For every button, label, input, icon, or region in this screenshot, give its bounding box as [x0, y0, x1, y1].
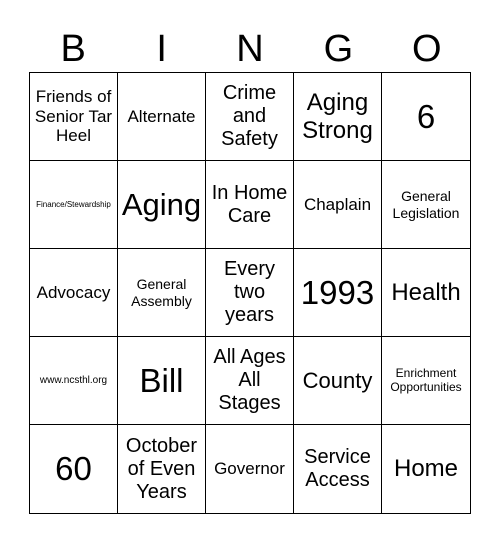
- bingo-cell[interactable]: Health: [382, 249, 470, 337]
- header-letter-i: I: [156, 28, 167, 70]
- bingo-cell[interactable]: Aging Strong: [294, 73, 382, 161]
- bingo-cell[interactable]: Aging: [118, 161, 206, 249]
- header-letter-g: G: [323, 28, 354, 70]
- bingo-cell[interactable]: 6: [382, 73, 470, 161]
- bingo-board: [29, 72, 471, 514]
- bingo-header: [29, 26, 471, 72]
- bingo-cell[interactable]: Enrichment Opportunities: [382, 337, 470, 425]
- bingo-cell[interactable]: Finance/Stewardship: [30, 161, 118, 249]
- bingo-cell[interactable]: 1993: [294, 249, 382, 337]
- bingo-cell[interactable]: Chaplain: [294, 161, 382, 249]
- bingo-cell[interactable]: Friends of Senior Tar Heel: [30, 73, 118, 161]
- bingo-cell[interactable]: Alternate: [118, 73, 206, 161]
- bingo-cell[interactable]: General Legislation: [382, 161, 470, 249]
- header-letter-o: O: [412, 28, 442, 70]
- header-letter-b: B: [60, 28, 86, 70]
- header-letter-n: N: [236, 28, 264, 70]
- bingo-cell[interactable]: All Ages All Stages: [206, 337, 294, 425]
- bingo-cell[interactable]: Crime and Safety: [206, 73, 294, 161]
- bingo-cell[interactable]: County: [294, 337, 382, 425]
- bingo-cell[interactable]: Every two years: [206, 249, 294, 337]
- bingo-cell[interactable]: Bill: [118, 337, 206, 425]
- bingo-cell[interactable]: Advocacy: [30, 249, 118, 337]
- bingo-cell[interactable]: Home: [393, 455, 459, 483]
- bingo-cell[interactable]: Service Access: [294, 425, 382, 513]
- bingo-cell[interactable]: General Assembly: [118, 249, 206, 337]
- bingo-cell[interactable]: Governor: [206, 425, 294, 513]
- bingo-cell[interactable]: October of Even Years: [118, 425, 206, 513]
- bingo-cell[interactable]: www.ncsthl.org: [30, 337, 118, 425]
- bingo-cell[interactable]: In Home Care: [206, 161, 294, 249]
- bingo-cell[interactable]: 60: [30, 425, 118, 513]
